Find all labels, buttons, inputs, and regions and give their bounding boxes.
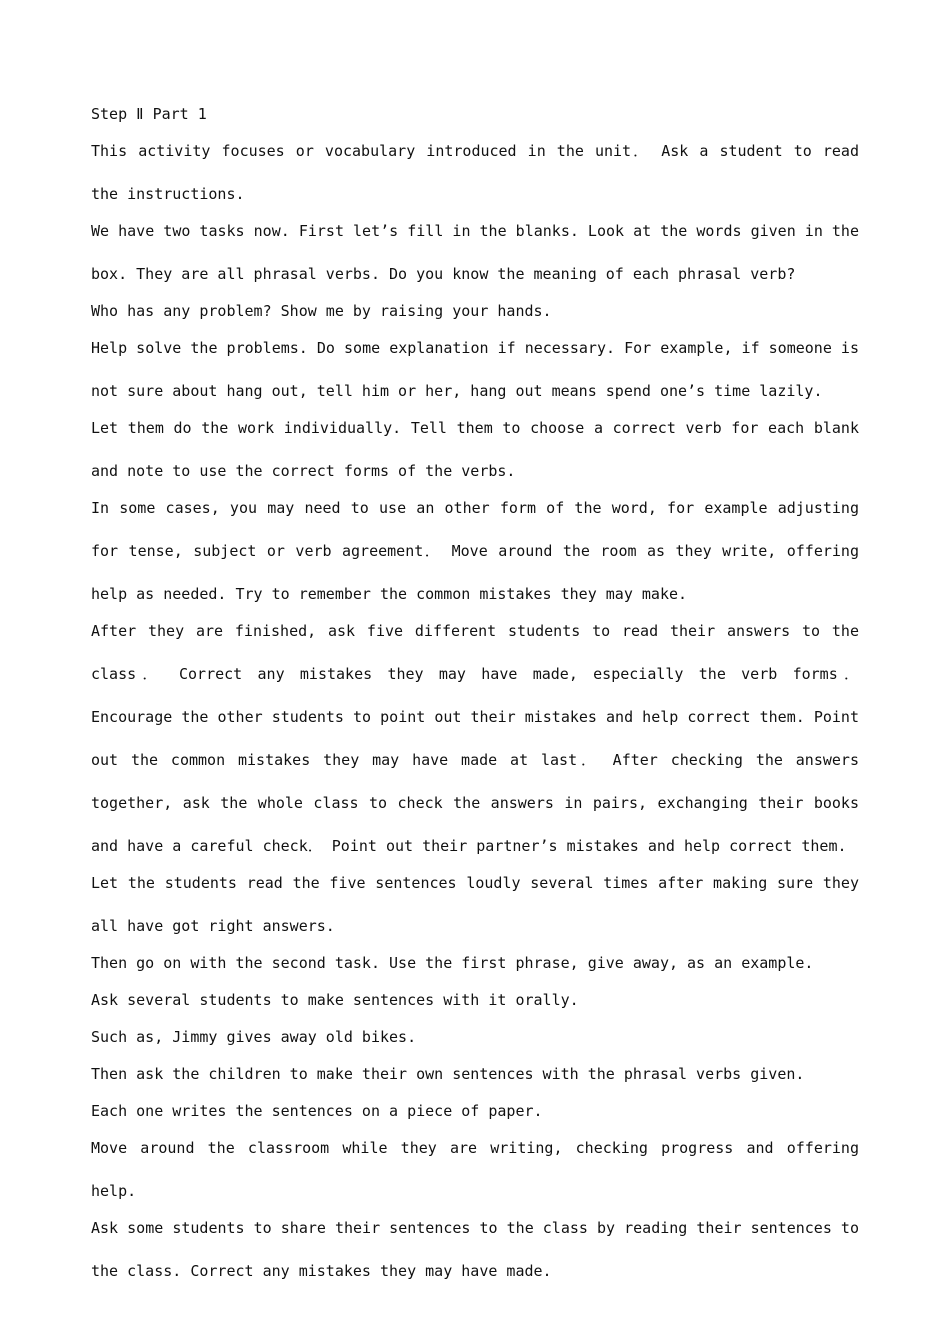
paragraph: Each one writes the sentences on a piece of paper. <box>91 1102 543 1120</box>
section-heading: Step Ⅱ Part 1 <box>91 105 207 123</box>
paragraph: This activity focuses or vocabulary introduced in the unit． Ask a student to read the instructions. <box>91 142 859 203</box>
paragraph: Ask several students to make sentences with it orally. <box>91 991 579 1009</box>
paragraph: We have two tasks now. First let’s fill in the blanks. Look at the words given in the box. They are all phrasal verbs. Do you know the meaning of each phrasal verb? <box>91 222 859 283</box>
paragraph: Let the students read the five sentences loudly several times after making sure they all have got right answers. <box>91 874 859 935</box>
paragraph: Such as, Jimmy gives away old bikes. <box>91 1028 417 1046</box>
paragraph: Then ask the children to make their own sentences with the phrasal verbs given. <box>91 1065 805 1083</box>
paragraph: In some cases, you may need to use an other form of the word, for example adjusting for tense, subject or verb agreement． Move around the room as they write, offering help as needed. Try to remember the common mistakes they may make. <box>91 499 859 603</box>
paragraph: Then go on with the second task. Use the first phrase, give away, as an example. <box>91 954 814 972</box>
paragraph: Help solve the problems. Do some explanation if necessary. For example, if someone is not sure about hang out, tell him or her, hang out means spend one’s time lazily. <box>91 339 859 400</box>
paragraph: Who has any problem? Show me by raising your hands. <box>91 302 552 320</box>
paragraph: Let them do the work individually. Tell them to choose a correct verb for each blank and note to use the correct forms of the verbs. <box>91 419 859 480</box>
document-body <box>91 99 859 1293</box>
paragraph: Move around the classroom while they are writing, checking progress and offering help. <box>91 1139 859 1200</box>
paragraph: After they are finished, ask five different students to read their answers to the class． Correct any mistakes they may have made, especially the verb forms． Encourage the other students to point out their mistakes and help correct them. Point out the common mistakes they may have made at last． After checking the answers together, ask the whole class to check the answers in pairs, exchanging their books and have a careful check． Point out their partner’s mistakes and help correct them. <box>91 622 859 855</box>
paragraph: Ask some students to share their sentences to the class by reading their sentences to the class. Correct any mistakes they may have made. <box>91 1219 859 1280</box>
